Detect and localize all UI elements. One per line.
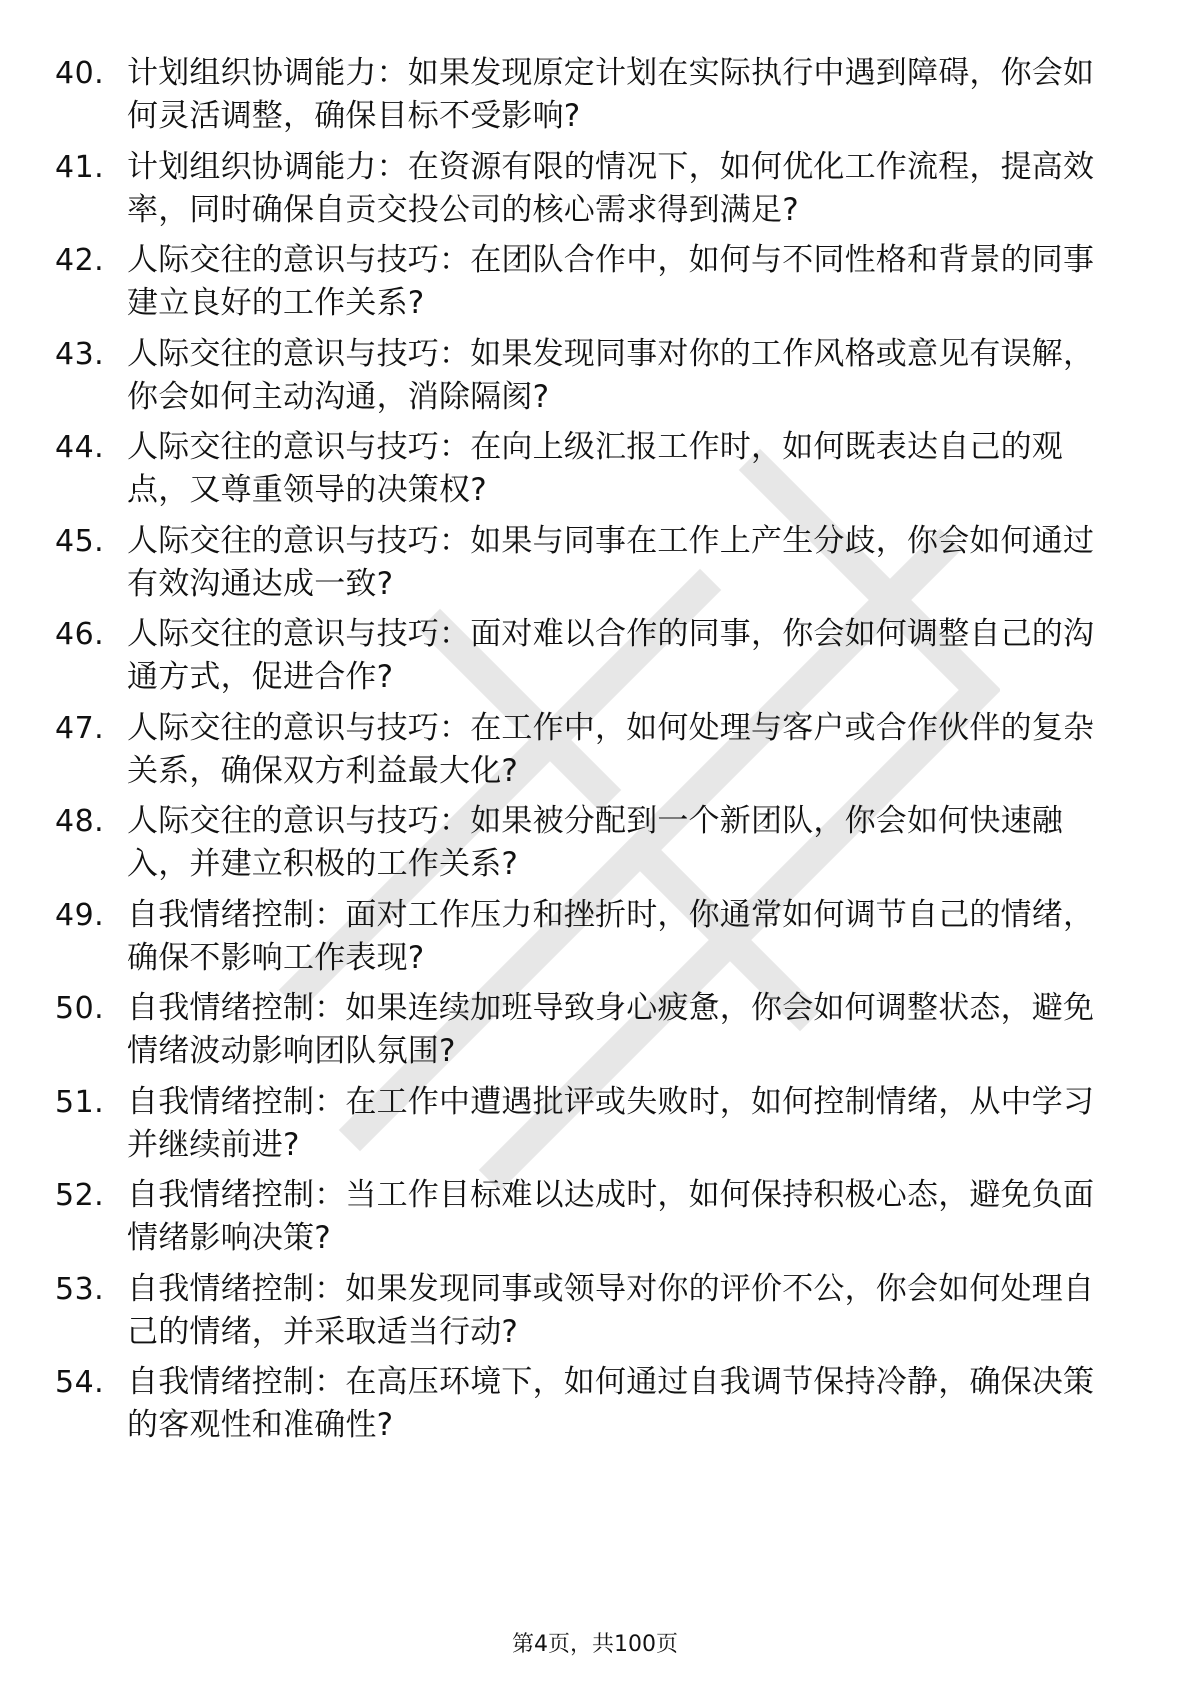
- question-number: 42.: [55, 243, 105, 278]
- question-number: 52.: [55, 1178, 105, 1213]
- question-list: [55, 52, 1105, 1455]
- question-text: 自我情绪控制：当工作目标难以达成时，如何保持积极心态，避免负面情绪影响决策?: [127, 1177, 1095, 1256]
- question-text: 人际交往的意识与技巧：在工作中，如何处理与客户或合作伙伴的复杂关系，确保双方利益最大化?: [127, 709, 1095, 789]
- question-text: 人际交往的意识与技巧：在向上级汇报工作时，如何既表达自己的观点，又尊重领导的决策权?: [127, 429, 1063, 508]
- list-item: [55, 426, 1105, 512]
- question-number: 48.: [55, 804, 105, 839]
- question-text: 人际交往的意识与技巧：如果被分配到一个新团队，你会如何快速融入，并建立积极的工作关系?: [127, 803, 1063, 882]
- question-text: 自我情绪控制：如果发现同事或领导对你的评价不公，你会如何处理自己的情绪，并采取适当行动?: [127, 1270, 1095, 1350]
- question-number: 41.: [55, 149, 105, 185]
- question-text: 人际交往的意识与技巧：面对难以合作的同事，你会如何调整自己的沟通方式，促进合作?: [127, 616, 1095, 695]
- list-item: [55, 800, 1105, 886]
- question-number: 49.: [55, 897, 105, 933]
- question-number: 47.: [55, 710, 105, 746]
- question-text: 计划组织协调能力：在资源有限的情况下，如何优化工作流程，提高效率，同时确保自贡交投公司的核心需求得到满足?: [127, 148, 1095, 228]
- question-number: 45.: [55, 523, 105, 559]
- question-number: 53.: [55, 1271, 105, 1307]
- question-text: 人际交往的意识与技巧：如果发现同事对你的工作风格或意见有误解，你会如何主动沟通，消除隔阂?: [127, 335, 1095, 415]
- question-text: 人际交往的意识与技巧：如果与同事在工作上产生分歧，你会如何通过有效沟通达成一致?: [127, 522, 1095, 602]
- question-text: 人际交往的意识与技巧：在团队合作中，如何与不同性格和背景的同事建立良好的工作关系?: [127, 242, 1095, 321]
- list-item: [55, 520, 1105, 606]
- page-number-footer: 第4页，共100页: [512, 1632, 678, 1657]
- question-number: 44.: [55, 430, 105, 465]
- list-item: [55, 1268, 1105, 1354]
- list-item: [55, 894, 1105, 980]
- list-item: [55, 52, 1105, 138]
- list-item: [55, 987, 1105, 1073]
- question-number: 54.: [55, 1365, 105, 1400]
- list-item: [55, 333, 1105, 419]
- question-number: 40.: [55, 56, 105, 91]
- question-number: 51.: [55, 1084, 105, 1120]
- question-text: 自我情绪控制：如果连续加班导致身心疲惫，你会如何调整状态，避免情绪波动影响团队氛围?: [127, 990, 1095, 1069]
- question-text: 自我情绪控制：面对工作压力和挫折时，你通常如何调节自己的情绪，确保不影响工作表现?: [127, 896, 1095, 976]
- question-text: 自我情绪控制：在工作中遭遇批评或失败时，如何控制情绪，从中学习并继续前进?: [127, 1083, 1095, 1163]
- question-text: 计划组织协调能力：如果发现原定计划在实际执行中遇到障碍，你会如何灵活调整，确保目标不受影响?: [127, 55, 1095, 134]
- list-item: [55, 1361, 1105, 1447]
- question-number: 43.: [55, 336, 105, 372]
- question-number: 46.: [55, 617, 105, 652]
- list-item: [55, 1174, 1105, 1260]
- list-item: [55, 613, 1105, 699]
- list-item: [55, 707, 1105, 793]
- list-item: [55, 146, 1105, 232]
- question-number: 50.: [55, 991, 105, 1026]
- list-item: [55, 239, 1105, 325]
- list-item: [55, 1081, 1105, 1167]
- question-text: 自我情绪控制：在高压环境下，如何通过自我调节保持冷静，确保决策的客观性和准确性?: [127, 1364, 1095, 1443]
